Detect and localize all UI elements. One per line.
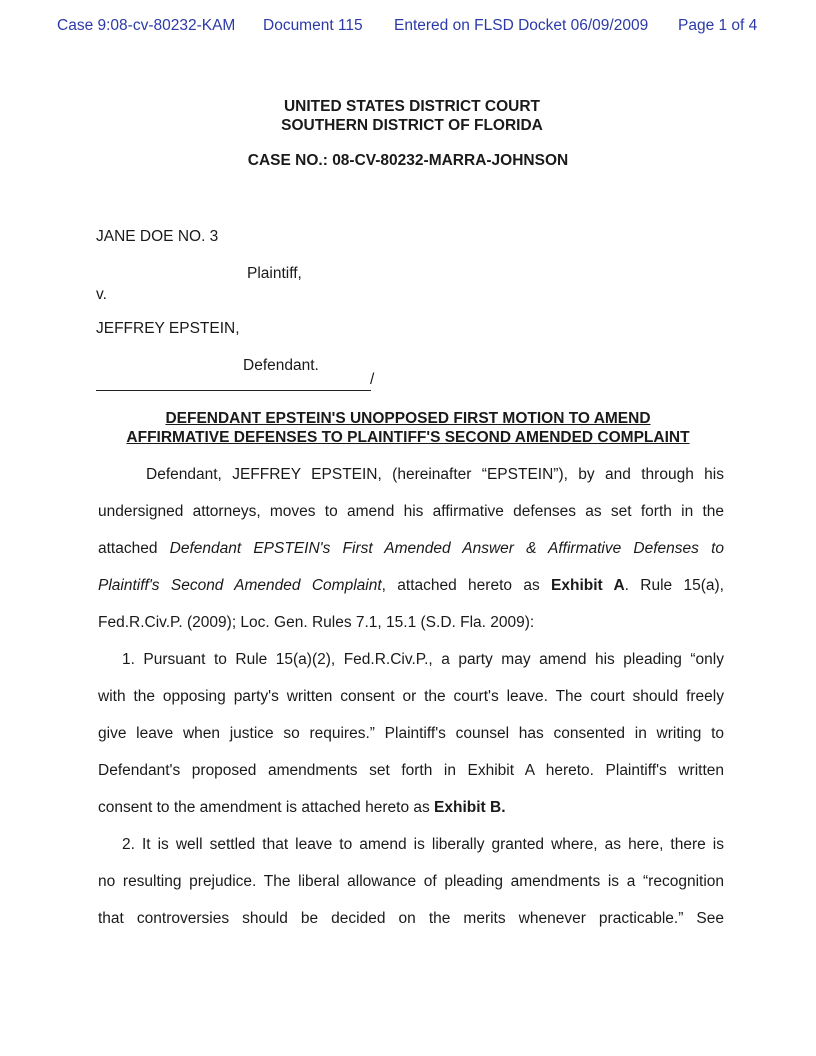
exhibit-b-ref: Exhibit B. [434, 799, 506, 816]
versus: v. [96, 286, 107, 303]
body-line: with the opposing party's written consent or the court's leave. The court should freely [98, 688, 724, 705]
body-line: that controversies should be decided on the merits whenever practicable.” See [98, 910, 724, 927]
docket-case-number: Case 9:08-cv-80232-KAM [57, 17, 236, 34]
docket-document-number: Document 115 [263, 17, 363, 34]
body-text: . Rule 15(a), [624, 577, 724, 594]
caption-divider [96, 390, 371, 391]
docket-entered: Entered on FLSD Docket 06/09/2009 [394, 17, 649, 34]
court-name: UNITED STATES DISTRICT COURT [283, 98, 541, 115]
motion-title-line1: DEFENDANT EPSTEIN'S UNOPPOSED FIRST MOTION TO AMEND [165, 410, 651, 427]
body-line: 2. It is well settled that leave to amend is liberally granted where, as here, there is [122, 836, 724, 853]
body-italic: Plaintiff's Second Amended Complaint [98, 577, 382, 594]
plaintiff-name: JANE DOE NO. 3 [96, 228, 219, 245]
case-number: CASE NO.: 08-CV-80232-MARRA-JOHNSON [247, 152, 569, 169]
plaintiff-role: Plaintiff, [247, 265, 302, 282]
body-line [98, 530, 724, 567]
body-line [98, 789, 724, 826]
body-line: Defendant's proposed amendments set forth in Exhibit A hereto. Plaintiff's written [98, 762, 724, 779]
body-line: Defendant, JEFFREY EPSTEIN, (hereinafter “EPSTEIN”), by and through his [146, 466, 724, 483]
body-line: undersigned attorneys, moves to amend his affirmative defenses as set forth in the [98, 503, 724, 520]
body-line: no resulting prejudice. The liberal allowance of pleading amendments is a “recognition [98, 873, 724, 890]
court-heading [0, 97, 816, 135]
body-text: consent to the amendment is attached hereto as [98, 799, 435, 816]
docket-page: Page 1 of 4 [678, 17, 758, 34]
motion-title-line2: AFFIRMATIVE DEFENSES TO PLAINTIFF'S SECOND AMENDED COMPLAINT [126, 429, 690, 446]
caption-slash: / [370, 371, 375, 388]
body-line: 1. Pursuant to Rule 15(a)(2), Fed.R.Civ.P., a party may amend his pleading “only [122, 651, 724, 668]
defendant-name: JEFFREY EPSTEIN, [96, 320, 240, 337]
body-italic: Defendant EPSTEIN's First Amended Answer & Affirmative Defenses to [169, 540, 724, 557]
body-text: , attached hereto as [381, 577, 552, 594]
body-text: attached [98, 540, 170, 557]
body-line: give leave when justice so requires.” Plaintiff's counsel has consented in writing to [98, 725, 724, 742]
court-district: SOUTHERN DISTRICT OF FLORIDA [281, 117, 543, 134]
exhibit-a-ref: Exhibit A [551, 577, 625, 594]
body-line: Fed.R.Civ.P. (2009); Loc. Gen. Rules 7.1, 15.1 (S.D. Fla. 2009): [98, 614, 535, 631]
defendant-role: Defendant. [243, 357, 319, 374]
body-line [98, 567, 724, 604]
